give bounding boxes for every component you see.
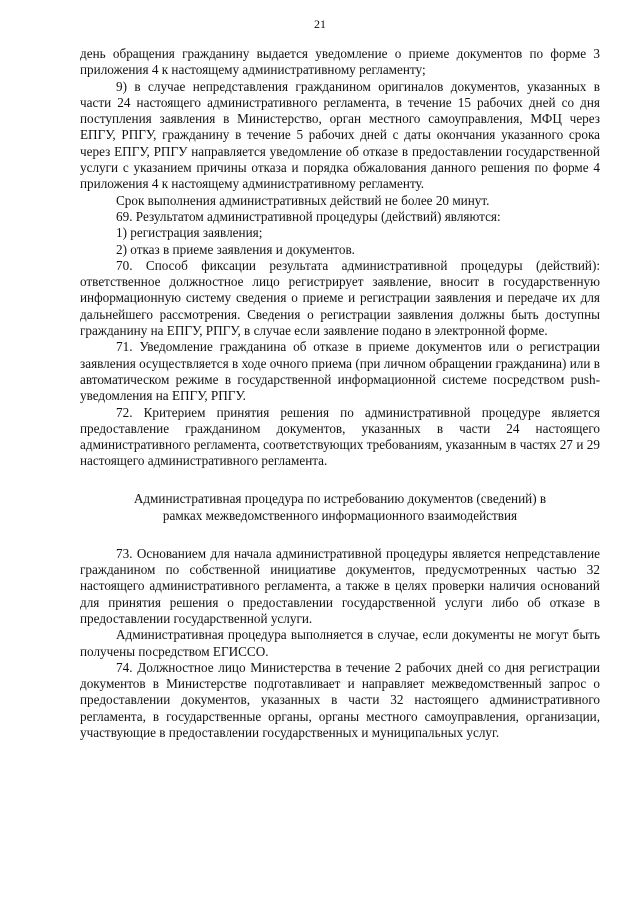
document-body	[80, 46, 600, 741]
paragraph-72: 72. Критерием принятия решения по административной процедуре является предоставление гражданином документов, указанных в части 24 настоящего административного регламента, соответствующих требованиям, указанным в частях 27 и 29 настоящего административного регламента.	[80, 404, 600, 469]
paragraph-69: 69. Результатом административной процедуры (действий) являются:	[116, 208, 501, 224]
list-item-refusal: 2) отказ в приеме заявления и документов.	[116, 241, 355, 257]
section-heading	[80, 490, 600, 524]
paragraph-74: 74. Должностное лицо Министерства в течение 2 рабочих дней со дня регистрации документов в Министерстве подготавливает и направляет межведомственный запрос о предоставлении документов, указанных в части 32 настоящего административного регламента, в государственные органы, органы местного самоуправления, организации, участвующие в предоставлении государственных и муниципальных услуг.	[80, 659, 600, 740]
paragraph-egisso: Административная процедура выполняется в случае, если документы не могут быть получены посредством ЕГИССО.	[80, 627, 600, 659]
paragraph-71: 71. Уведомление гражданина об отказе в приеме документов или о регистрации заявления осуществляется в ходе очного приема (при личном обращении гражданина) или в автоматическом режиме в государственной информационной системе посредством push-уведомления на ЕПГУ, РПГУ.	[80, 339, 600, 404]
page-number: 21	[314, 17, 326, 31]
paragraph-continuation: день обращения гражданину выдается уведомление о приеме документов по форме 3 приложения 4 к настоящему административному регламенту;	[80, 46, 600, 78]
section-heading-line-1: Административная процедура по истребованию документов (сведений) в	[133, 490, 547, 506]
paragraph-73: 73. Основанием для начала административной процедуры является непредставление гражданином по собственной инициативе документов, предусмотренных частью 32 настоящего административного регламента, а также в целях проверки наличия оснований для принятия решения о предоставлении государственной услуги либо об отказе в предоставлении государственной услуги.	[80, 545, 600, 626]
paragraph-item-9: 9) в случае непредставления гражданином оригиналов документов, указанных в части 24 настоящего административного регламента, в течение 15 рабочих дней со дня поступления заявления в Министерство, орган местного самоуправления, МФЦ через ЕПГУ, РПГУ, гражданину в течение 5 рабочих дней с даты окончания указанного срока через ЕПГУ, РПГУ направляется уведомление об отказе в предоставлении государственной услуги с указанием причины отказа и порядка обжалования данного решения по форме 4 приложения 4 к настоящему административному регламенту.	[80, 78, 600, 192]
paragraph-70: 70. Способ фиксации результата административной процедуры (действий): ответственное должностное лицо регистрирует заявление, вносит в государственную информационную систему сведения о приеме и регистрации заявления и передаче их для дальнейшего рассмотрения. Сведения о регистрации заявления должны быть доступны гражданину на ЕПГУ, РПГУ, в случае если заявление подано в электронной форме.	[80, 257, 600, 339]
paragraph-time-limit: Срок выполнения административных действий не более 20 минут.	[116, 192, 490, 208]
section-heading-line-2: рамках межведомственного информационного взаимодействия	[162, 507, 518, 523]
list-item-registration: 1) регистрация заявления;	[116, 225, 263, 241]
